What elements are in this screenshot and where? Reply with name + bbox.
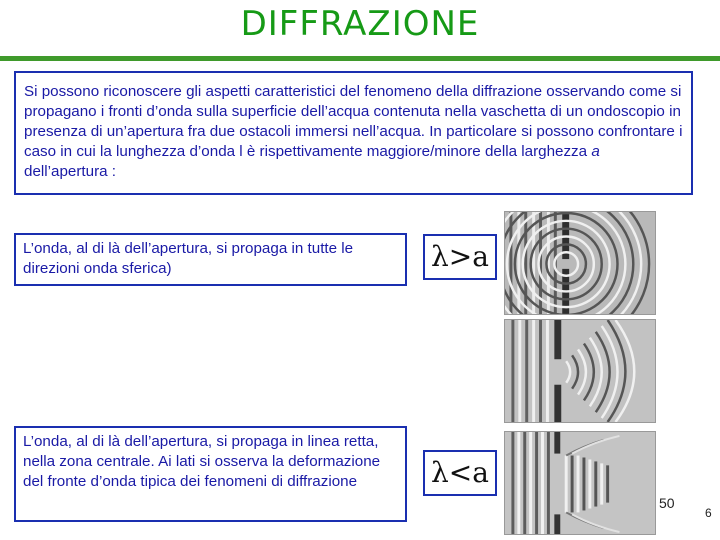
lambda-smaller-label: λ<a xyxy=(423,450,497,496)
lambda-greater-label: λ>a xyxy=(423,234,497,280)
case-wavelength-greater-text: L’onda, al di là dell’apertura, si propaga in tutte le direzioni onda sferica) xyxy=(14,233,407,286)
intro-textbox xyxy=(14,71,693,195)
intro-aperture-symbol: a xyxy=(591,143,600,160)
intro-text: Si possono riconoscere gli aspetti caratteristici del fenomeno della diffrazione osservando come si propagano i fronti d’onda sulla superficie dell’acqua contenuta nella vaschetta di un ondoscopio in presenza di un’apertura fra due ostacoli immersi nell’acqua. In particolare si possono confrontare i caso in cui la lunghezza d’onda l è rispettivamente maggiore/minore della larghezza xyxy=(24,83,683,160)
page-number: 50 xyxy=(659,495,675,511)
intro-text-end: dell’apertura : xyxy=(24,163,117,180)
title-divider xyxy=(0,56,720,61)
ripple-tank-photo-medium xyxy=(504,319,656,423)
ripple-tank-photo-wide xyxy=(504,211,656,315)
slide-number: 6 xyxy=(705,506,712,520)
ripple-tank-photo-narrow xyxy=(504,431,656,535)
case-wavelength-smaller-text: L’onda, al di là dell’apertura, si propaga in linea retta, nella zona centrale. Ai lati si osserva la deformazione del fronte d’onda tipica dei fenomeni di diffrazione xyxy=(14,426,407,522)
page-title: DIFFRAZIONE xyxy=(240,4,480,44)
